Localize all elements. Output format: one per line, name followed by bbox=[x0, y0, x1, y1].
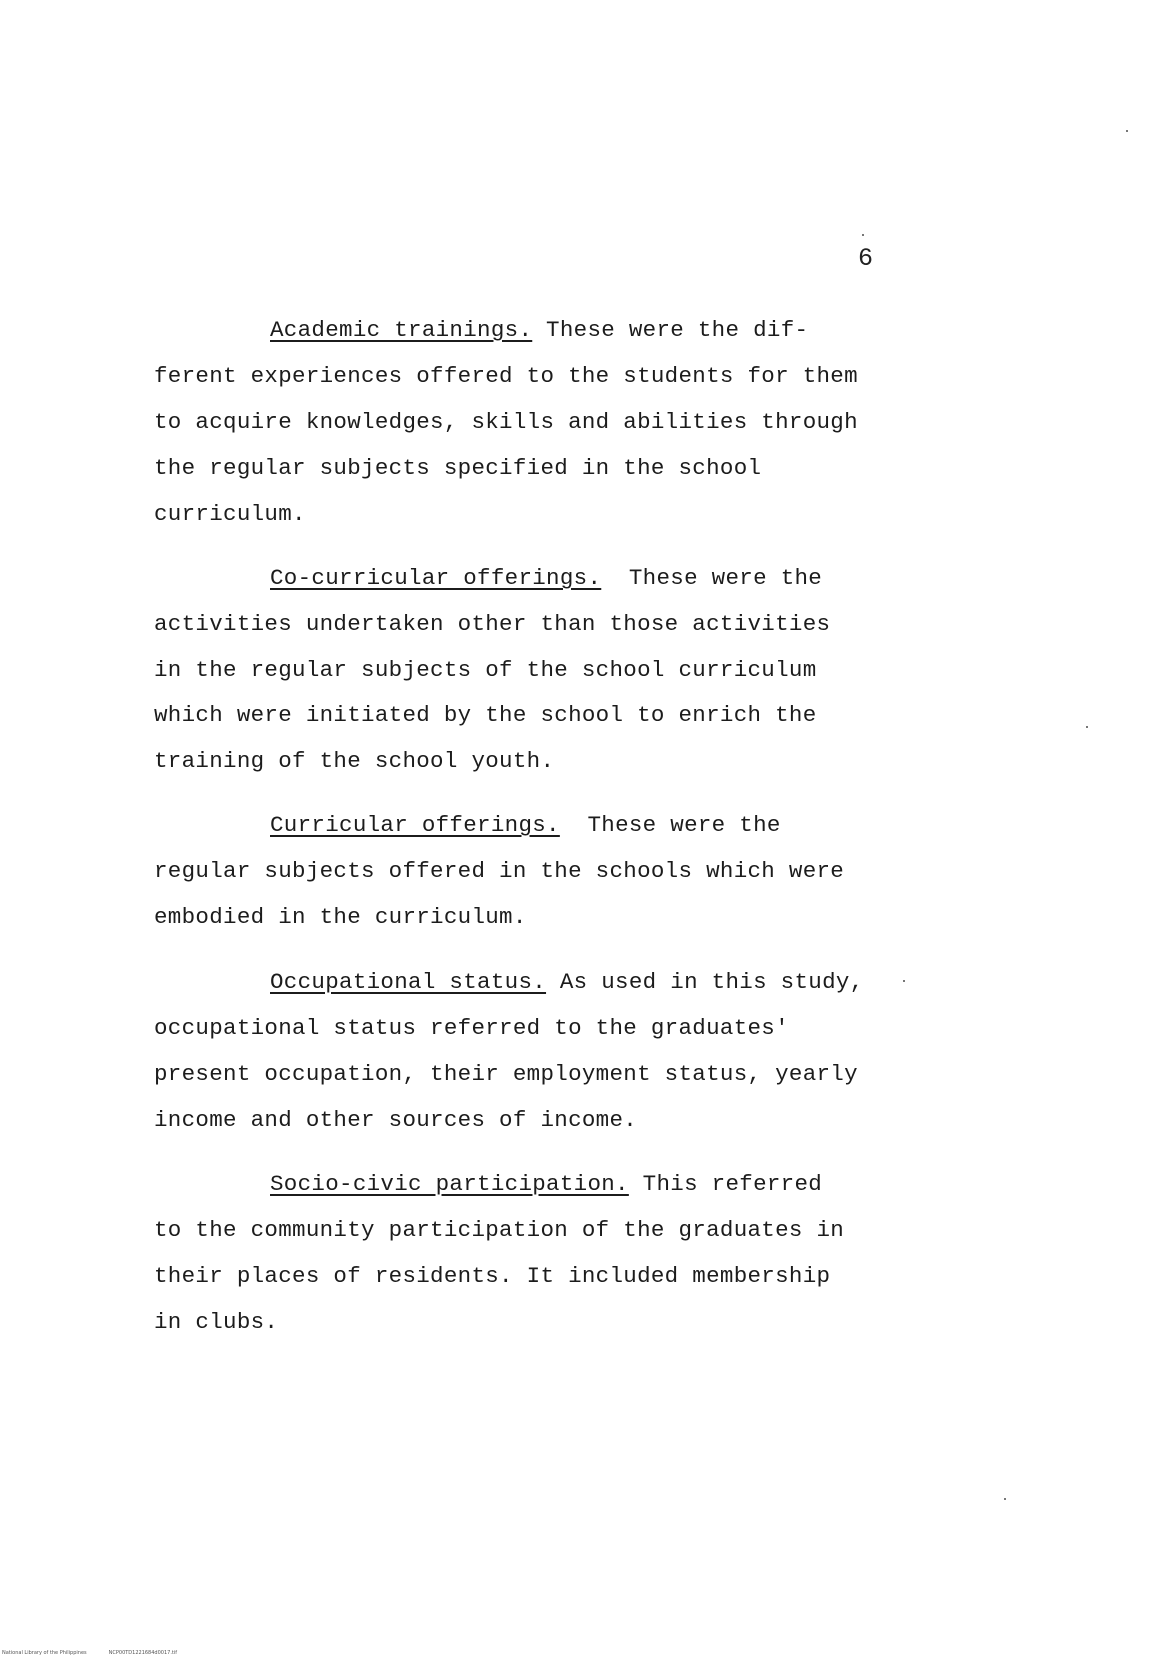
definition-text: These were the bbox=[559, 812, 781, 838]
definition-term: Occupational status. bbox=[270, 969, 547, 995]
definition-line: in the regular subjects of the school curriculum bbox=[154, 657, 817, 683]
definition-term: Co-curricular offerings. bbox=[270, 565, 602, 591]
definition-line: regular subjects offered in the schools which were bbox=[154, 858, 845, 884]
definition-line: their places of residents. It included membership bbox=[154, 1263, 831, 1289]
scan-speck bbox=[903, 980, 905, 982]
definition-term: Socio-civic participation. bbox=[270, 1171, 629, 1197]
definition-text: This referred bbox=[628, 1171, 823, 1197]
definition-co-curricular-offerings bbox=[270, 564, 822, 592]
footer-code: NCP00TD1221684d0017.tif bbox=[108, 1650, 178, 1656]
definition-line: training of the school youth. bbox=[154, 748, 555, 774]
definition-line: curriculum. bbox=[154, 501, 306, 527]
definition-term: Curricular offerings. bbox=[270, 812, 560, 838]
definition-line: the regular subjects specified in the school bbox=[154, 455, 762, 481]
definition-text: These were the dif- bbox=[532, 317, 809, 343]
definition-line: embodied in the curriculum. bbox=[154, 904, 527, 930]
definition-line: which were initiated by the school to enrich the bbox=[154, 702, 817, 728]
definition-line: income and other sources of income. bbox=[154, 1107, 638, 1133]
definition-line: ferent experiences offered to the students for them bbox=[154, 363, 858, 389]
definition-text: These were the bbox=[601, 565, 823, 591]
definition-line: to the community participation of the graduates in bbox=[154, 1217, 845, 1243]
page-number: 6 bbox=[858, 244, 874, 273]
definition-line: occupational status referred to the graduates' bbox=[154, 1015, 789, 1041]
definition-line: in clubs. bbox=[154, 1309, 279, 1335]
scan-speck bbox=[862, 234, 864, 236]
definition-curricular-offerings bbox=[270, 811, 781, 839]
scan-speck bbox=[1086, 726, 1088, 728]
footer-library: National Library of the Philippines bbox=[2, 1650, 87, 1656]
scan-speck bbox=[1126, 130, 1128, 132]
definition-line: present occupation, their employment status, yearly bbox=[154, 1061, 858, 1087]
definition-socio-civic-participation bbox=[270, 1170, 822, 1198]
definition-text: As used in this study, bbox=[546, 969, 864, 995]
definition-term: Academic trainings. bbox=[270, 317, 533, 343]
scan-footer bbox=[2, 1650, 199, 1656]
definition-occupational-status bbox=[270, 968, 864, 996]
definition-line: activities undertaken other than those activities bbox=[154, 611, 831, 637]
definition-line: to acquire knowledges, skills and abilities through bbox=[154, 409, 858, 435]
scan-speck bbox=[1004, 1498, 1006, 1500]
definition-academic-trainings bbox=[270, 316, 808, 344]
